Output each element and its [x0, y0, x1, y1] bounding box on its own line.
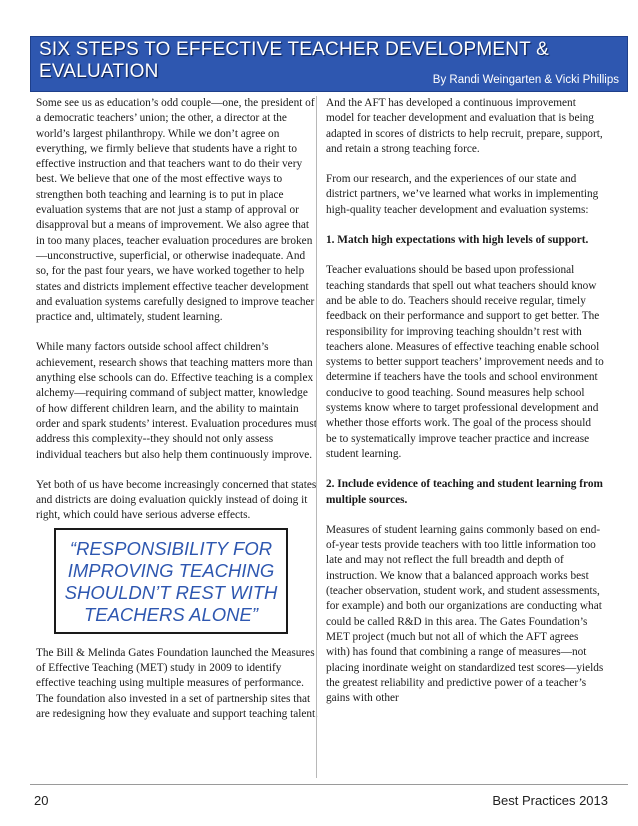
paragraph: The Bill & Melinda Gates Foundation launched the Measures of Effective Teaching (MET) study in 2009 to identify effective teaching using multiple measures of performance. The foundation also invested in a set of partnership sites that are redesigning how they evaluate and support teaching talent. [36, 646, 319, 720]
article-title-line-2: EVALUATION [39, 61, 159, 82]
right-column [326, 96, 604, 706]
paragraph: While many factors outside school affect children’s achievement, research shows that teaching matters more than anything else schools can do. Effective teaching is a complex alchemy—requiring command of subject matter, knowledge of how different children learn, and the ability to maintain order and spark students’ interest. Evaluation procedures must address this complexity--they should not only assess individual teachers but also help them continuously improve. [36, 341, 317, 461]
column-divider [316, 96, 317, 778]
paragraph: Some see us as education’s odd couple—one, the president of a democratic teachers’ union; the other, a director at the world’s largest philanthropy. While we don’t agree on everything, we firmly believe that students have a right to effective instruction and that teachers want to do their very best. We believe that one of the most effective ways to strengthen both teaching and learning is to put in place evaluation systems that are not just a stamp of approval or disapproval but a means of improvement. We also agree that in too many places, teacher evaluation procedures are broken—unconstructive, superficial, or otherwise inadequate. And so, for the past four years, we have worked together to help states and districts implement effective teacher development and evaluation systems carefully designed to improve teacher practice and, ultimately, student learning. [36, 97, 315, 324]
title-banner [30, 36, 628, 92]
paragraph: Measures of student learning gains commonly based on end-of-year tests provide teachers with too little information too late and may not reflect the full breadth and depth of instruction. We know that a balanced approach works best (teacher observation, student work, and student assessments, for example) and both our organizations are conducting what could be called R&D in this area. The Gates Foundation’s MET project (much but not all of which the AFT agrees with) has found that combining a range of measures—not placing inordinate weight on standardized test scores—yields the greatest reliability and predictive power of a teacher’s gains with other [326, 523, 604, 705]
pull-quote: “RESPONSIBILITY FOR IMPROVING TEACHING SHOULDN’T REST WITH TEACHERS ALONE” [54, 528, 288, 634]
footer-rule [30, 784, 628, 785]
left-column [36, 96, 318, 737]
paragraph: And the AFT has developed a continuous improvement model for teacher development and evaluation that is being adapted in scores of districts to help recruit, prepare, support, and retain a strong teaching force. [326, 97, 603, 155]
paragraph: Yet both of us have become increasingly concerned that states and districts are doing evaluation quickly instead of doing it right, which could have serious adverse effects. [36, 478, 317, 522]
section-heading: 1. Match high expectations with high levels of support. [326, 234, 589, 247]
section-heading: 2. Include evidence of teaching and student learning from multiple sources. [326, 478, 603, 506]
publication-name: Best Practices 2013 [492, 793, 608, 808]
author-byline: By Randi Weingarten & Vicki Phillips [432, 74, 619, 86]
article-title-line-1: SIX STEPS TO EFFECTIVE TEACHER DEVELOPMENT & [39, 39, 549, 60]
paragraph: Teacher evaluations should be based upon professional teaching standards that spell out what teachers should know and be able to do. Teachers should receive regular, timely feedback on their performance and support to get better. The responsibility for improving teaching shouldn’t rest with teachers alone. Measures of effective teaching enable school systems to better support teachers’ improvement needs and to determine if teachers have the tools and school environment conducive to good teaching. Sound measures help school systems know where to target professional development and whether those efforts work. The goal of the process should be to systematically improve teacher practice and increase student learning. [326, 264, 604, 460]
page-number: 20 [34, 793, 49, 808]
paragraph: From our research, and the experiences of our state and district partners, we’ve learned what works in implementing high-quality teacher development and evaluation systems: [326, 173, 599, 216]
